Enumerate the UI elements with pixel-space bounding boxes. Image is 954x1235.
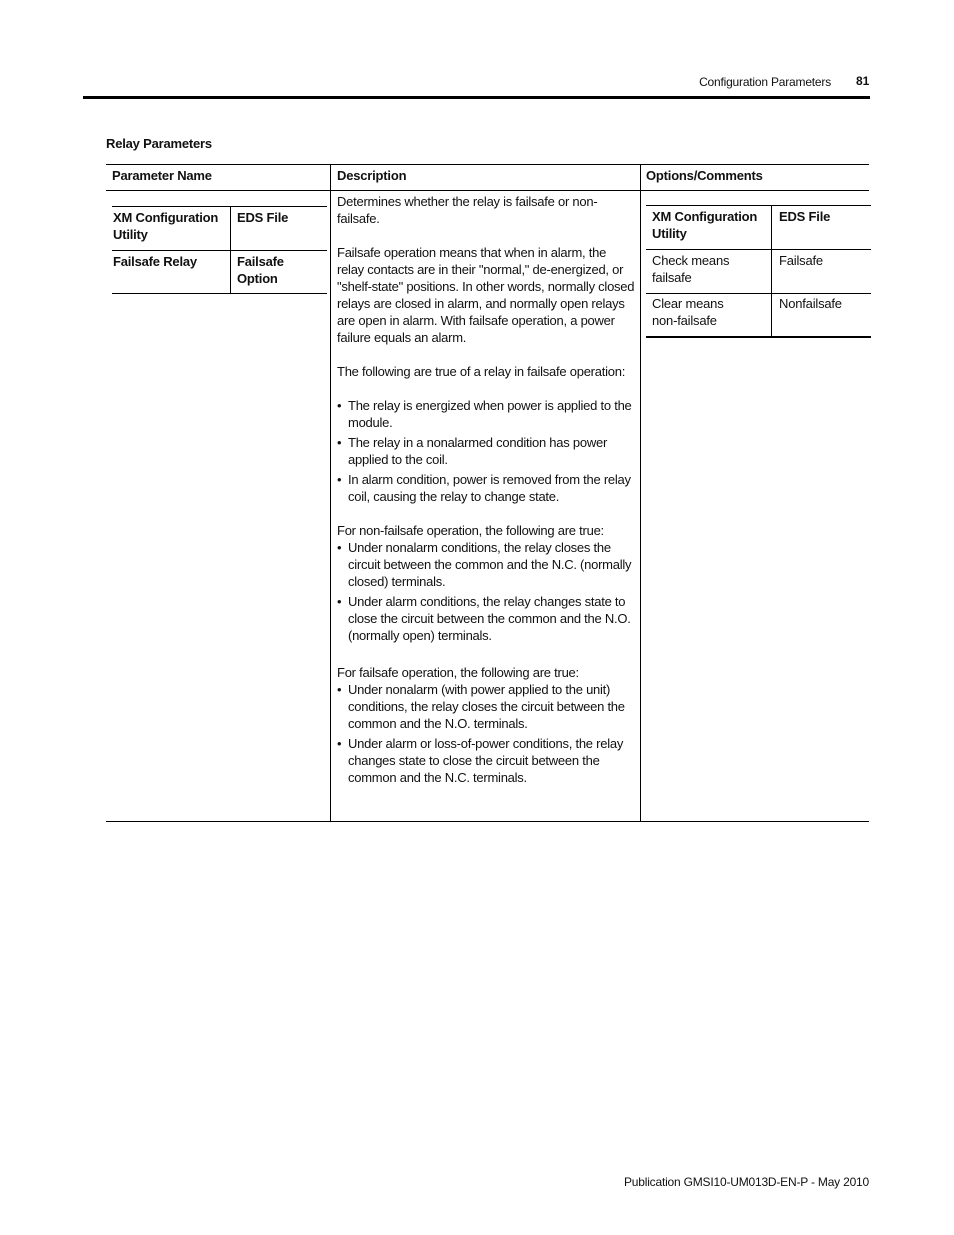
list-item: • In alarm condition, power is removed from the relay coil, causing the relay to change state.	[337, 471, 635, 505]
column-header-parameter-name: Parameter Name	[112, 168, 212, 183]
subtable-rule	[646, 293, 871, 294]
list-item: • The relay is energized when power is applied to the module.	[337, 397, 635, 431]
option-eds-value: Nonfailsafe	[779, 296, 842, 311]
subtable-rule	[646, 336, 871, 338]
non-failsafe-list	[337, 539, 635, 644]
table-header-rule	[106, 190, 869, 191]
list-item: • Under alarm or loss-of-power conditions, the relay changes state to close the circuit between the common and the N.C. terminals.	[337, 735, 635, 786]
description-paragraph: For non-failsafe operation, the following are true:	[337, 523, 604, 538]
list-item: • Under nonalarm (with power applied to the unit) conditions, the relay closes the circuit between the common and the N.O. terminals.	[337, 681, 635, 732]
subtable-divider	[771, 206, 772, 337]
description-cell	[337, 193, 635, 789]
options-header-xm-utility: XM Configuration Utility	[652, 209, 758, 241]
description-paragraph: Determines whether the relay is failsafe or non-failsafe.	[337, 194, 598, 226]
description-paragraph: The following are true of a relay in failsafe operation:	[337, 364, 626, 379]
header-rule	[83, 96, 870, 99]
param-value-eds-file: Failsafe Option	[237, 254, 284, 286]
option-xm-value: Clear means non-failsafe	[652, 296, 724, 328]
running-header-section: Configuration Parameters	[699, 75, 831, 89]
description-paragraph: Failsafe operation means that when in alarm, the relay contacts are in their "normal," de-energized, or "shelf-state" positions. In other words, normally closed relays are closed in alarm, and normally open relays are open in alarm. With failsafe operation, a power failure equals an alarm.	[337, 245, 635, 345]
publication-footer: Publication GMSI10-UM013D-EN-P - May 2010	[623, 1175, 869, 1189]
subtable-rule	[112, 206, 327, 207]
page-number: 81	[856, 74, 870, 88]
list-item: • Under alarm conditions, the relay changes state to close the circuit between the common and the N.O. (normally open) terminals.	[337, 593, 635, 644]
section-title: Relay Parameters	[106, 136, 212, 151]
subtable-rule	[646, 205, 871, 206]
subtable-divider	[230, 207, 231, 293]
table-top-rule	[106, 164, 869, 165]
option-xm-value: Check means failsafe	[652, 253, 730, 285]
column-header-description: Description	[337, 168, 407, 183]
list-item: • The relay in a nonalarmed condition has power applied to the coil.	[337, 434, 635, 468]
param-header-xm-utility: XM Configuration Utility	[113, 210, 219, 242]
table-bottom-rule	[106, 821, 869, 822]
column-header-options: Options/Comments	[646, 168, 763, 183]
options-header-eds-file: EDS File	[779, 209, 831, 224]
column-divider	[330, 164, 331, 822]
subtable-rule	[112, 250, 327, 251]
param-header-eds-file: EDS File	[237, 210, 289, 225]
failsafe-list	[337, 397, 635, 505]
param-value-xm-utility: Failsafe Relay	[113, 254, 197, 269]
column-divider	[640, 164, 641, 822]
description-paragraph: For failsafe operation, the following are true:	[337, 665, 579, 680]
subtable-rule	[112, 293, 327, 294]
subtable-rule	[646, 249, 871, 250]
failsafe-conditions-list	[337, 681, 635, 786]
list-item: • Under nonalarm conditions, the relay closes the circuit between the common and the N.C. (normally closed) terminals.	[337, 539, 635, 590]
option-eds-value: Failsafe	[779, 253, 823, 268]
